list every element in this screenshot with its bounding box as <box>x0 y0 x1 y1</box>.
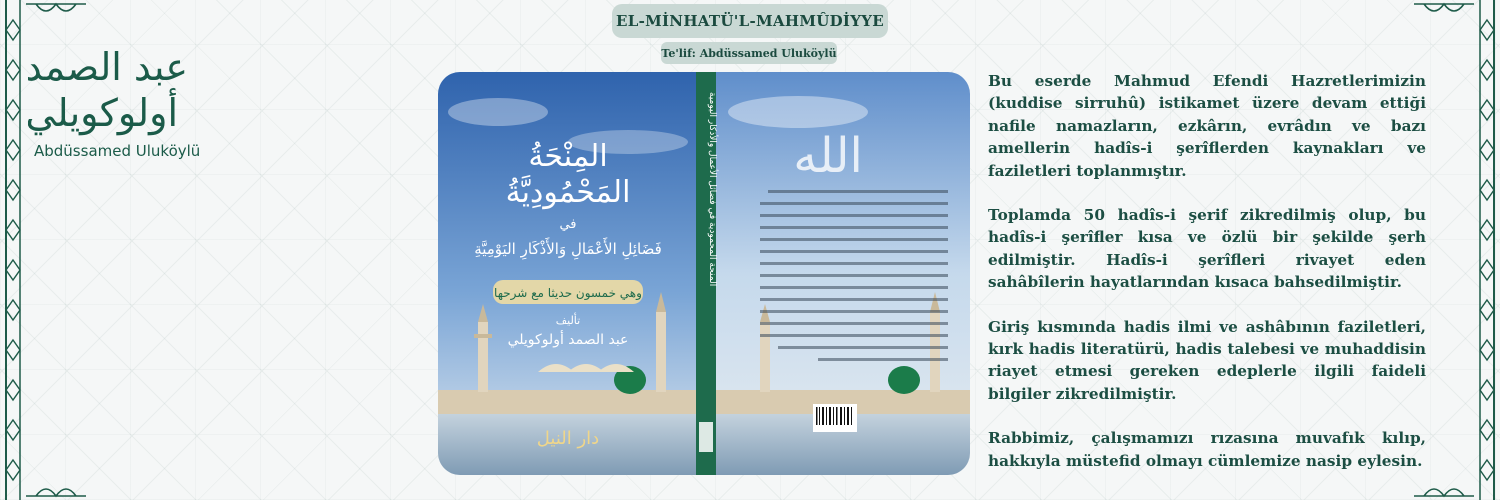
book-cover-image <box>438 72 970 475</box>
logo-name: Abdüssamed Uluköylü <box>34 142 201 160</box>
book-author: عبد الصمد أولوكويلي <box>507 332 629 348</box>
book-title-line-2: المَحْمُودِيَّةُ <box>505 175 631 210</box>
book-badge: وهي خمسون حديثا مع شرحها <box>494 286 642 300</box>
book-author-label: تأليف <box>555 314 581 327</box>
calligraphy-logo-icon <box>28 38 198 138</box>
left-ornamental-border <box>0 0 26 500</box>
back-calligraphy: الله <box>793 128 863 184</box>
description-paragraph: Bu eserde Mahmud Efendi Hazretlerimizin (kuddise sirruhû) istikamet üzere devam ettiği nafile namazların, ezkârın, evrâdın ve bazı amellerin hadîs-i şerîflerden kaynakları ve faziletleri toplanmıştır. <box>988 72 1426 180</box>
book-title-line-1: المِنْحَةُ <box>528 139 608 174</box>
book-description <box>988 70 1426 494</box>
book-subtitle: فَضَائِلِ الأَعْمَالِ وَالأَذْكَارِ اليَوْمِيَّةِ <box>474 240 662 258</box>
book-sub-in: في <box>559 217 577 232</box>
description-paragraph: Toplamda 50 hadîs-i şerif zikredilmiş olup, bu hadîs-i şerîfler kısa ve özlü bir şekilde şerh edilmiştir. Hadîs-i şerîfleri rivayet eden sahâbîlerin hayatlarından kısaca bahsedilmiştir. <box>988 206 1426 292</box>
book-spine-text: المنحة المحمودية في فضائل الأعمال والأذكار اليومية <box>707 92 717 287</box>
bottom-left-ornament <box>26 470 86 500</box>
top-left-ornament <box>26 0 86 30</box>
author-line: Te'lif: Abdüssamed Uluköylü <box>661 42 837 64</box>
page-title: EL-MİNHATÜ'L-MAHMÛDİYYE <box>612 4 888 38</box>
description-paragraph: Giriş kısmında hadis ilmi ve ashâbının faziletleri, kırk hadis literatürü, hadis talebesi ve muhaddisin riayet etmesi gereken edeplerle ilgili faideli bilgiler zikredilmiştir. <box>988 317 1426 403</box>
book-publisher: دار النيل <box>536 428 600 449</box>
back-cover-text-block <box>760 190 948 361</box>
logo-arabic-line-2: أولوكويلي <box>28 91 178 135</box>
description-paragraph: Rabbimiz, çalışmamızı rızasına muvafık kılıp, hakkıyla müstefid olmayı cümlemize nasip eylesin. <box>988 429 1426 470</box>
top-right-ornament <box>1414 0 1474 30</box>
right-ornamental-border <box>1474 0 1500 500</box>
logo-arabic-line-1: عبد الصمد <box>28 45 188 89</box>
